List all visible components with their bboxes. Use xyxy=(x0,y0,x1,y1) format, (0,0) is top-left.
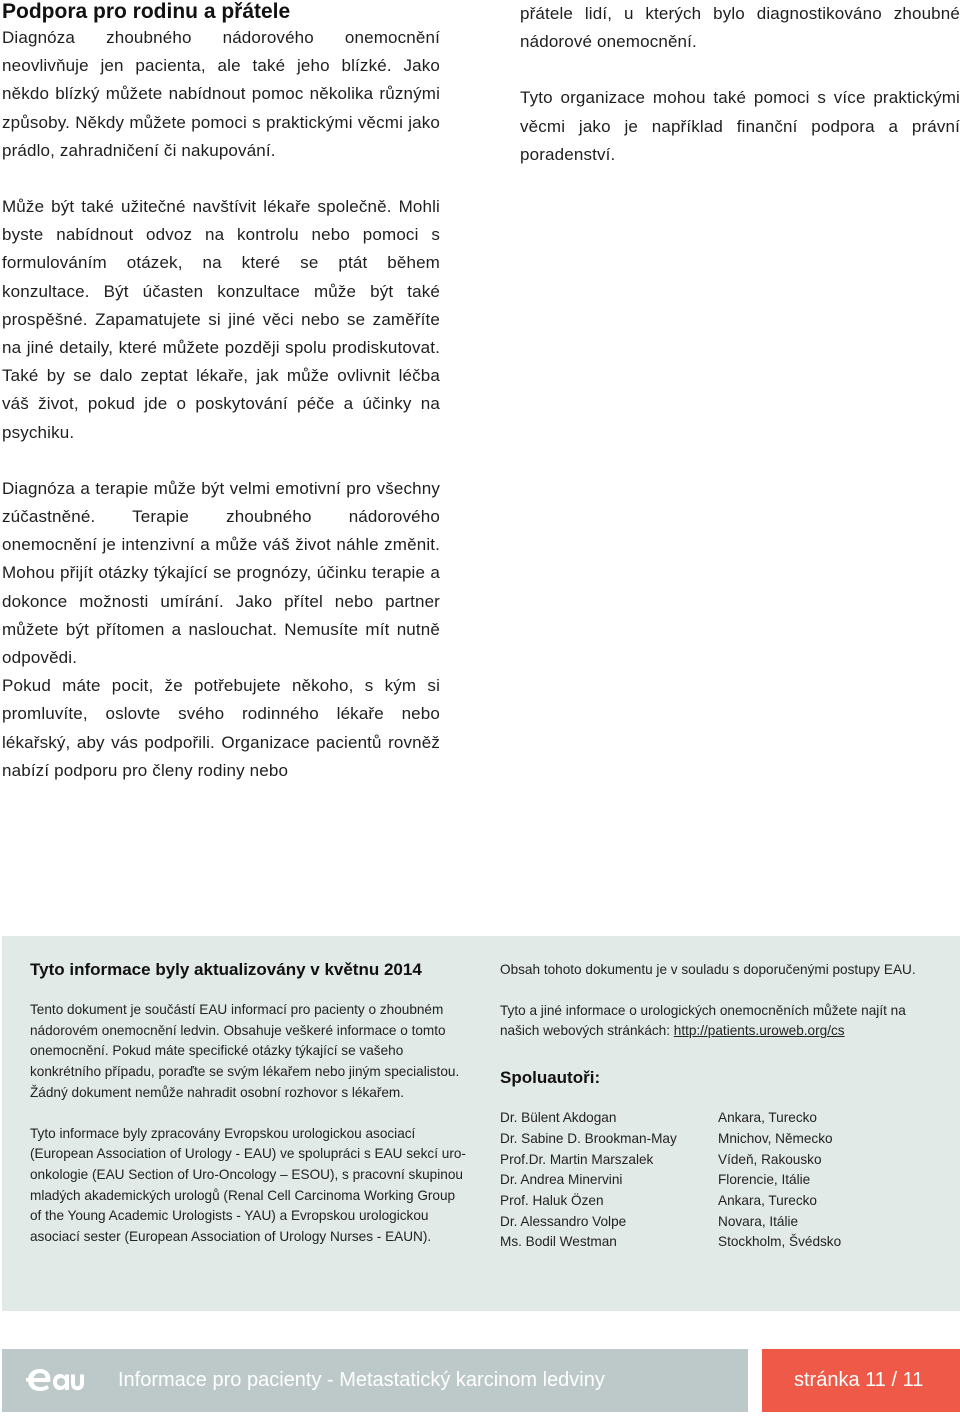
info-box-text-1: Tento dokument je součástí EAU informací pro pacienty o zhoubném nádorovém onemocnění ledvin. Obsahuje veškeré informace o tomto onemocnění. Pokud máte specifické otázky týkající se vašeho konkrétního případu, poraďte se svým lékařem nebo jiným specialistou. Žádný dokument nemůže nahradit osobní rozhovor s lékařem. xyxy=(30,1002,460,1100)
author-name: Dr. Andrea Minervini xyxy=(500,1172,623,1188)
author-name: Prof. Haluk Özen xyxy=(500,1192,604,1208)
paragraph-family-help: Diagnóza zhoubného nádorového onemocnění neovlivňuje jen pacienta, ale také jeho blízké. Jako někdo blízký můžete nabídnout pomoc několika různými způsoby. Někdy můžete pomoci s praktickými věcmi jako prádlo, zahradničení či nakupování. xyxy=(2,28,440,160)
info-box-title: Tyto informace byly aktualizovány v květnu 2014 xyxy=(30,960,422,979)
authors-list xyxy=(500,1108,940,1253)
paragraph-continuation: přátele lidí, u kterých bylo diagnostikováno zhoubné nádorové onemocnění. xyxy=(520,4,960,52)
paragraph-practical-help: Tyto organizace mohou také pomoci s více praktickými věcmi jako je například finanční podpora a právní poradenství. xyxy=(520,88,960,164)
author-name: Prof.Dr. Martin Marszalek xyxy=(500,1151,654,1167)
page-number: stránka 11 / 11 xyxy=(794,1369,924,1391)
author-name: Dr. Alessandro Volpe xyxy=(500,1213,627,1229)
info-box xyxy=(2,936,960,1311)
section-title: Podpora pro rodinu a přátele xyxy=(2,0,291,23)
paragraph-doctor-visit: Může být také užitečné navštívit lékaře společně. Mohli byste nabídnout odvoz na kontrolu nebo pomoci s formulováním otázek, na které se ptát během konzultace. Být účasten konzultace může být také prospěšné. Zapamatujete si jiné věci nebo se zaměříte na jiné detaily, které můžete později spolu prodiskutovat. Také by se dalo zeptat lékaře, jak může ovlivnit léčba váš život, pokud jde o poskytování péče a účinky na psychiku. xyxy=(2,197,440,442)
website-link[interactable]: http://patients.uroweb.org/cs xyxy=(673,1023,845,1039)
eau-logo-icon xyxy=(26,1365,84,1395)
author-place: Stockholm, Švédsko xyxy=(718,1234,842,1250)
coauthors-title: Spoluautoři: xyxy=(500,1068,601,1088)
right-column xyxy=(520,0,960,169)
author-names xyxy=(500,1108,718,1253)
author-name: Dr. Bülent Akdogan xyxy=(500,1110,617,1126)
info-box-text-2: Tyto informace byly zpracovány Evropskou urologickou asociací (European Association of Urology - EAU) ve spolupráci s EAU sekcí uro-onkologie (EAU Section of Uro-Oncology – ESOU), s pracovní skupinou mladých akademických urologů (Renal Cell Carcinoma Working Group of the Young Academic Urologists - YAU) a Evropskou urologickou asociací sester (European Association of Urology Nurses - EAUN). xyxy=(30,1125,466,1245)
author-place: Ankara, Turecko xyxy=(718,1192,817,1208)
paragraph-organizations: Pokud máte pocit, že potřebujete někoho, s kým si promluvíte, oslovte svého rodinného lékaře nebo lékařský, aby vás podpořili. Organizace pacientů rovněž nabízí podporu pro členy rodiny nebo xyxy=(2,676,440,780)
author-place: Mnichov, Německo xyxy=(718,1130,833,1146)
left-column xyxy=(2,0,440,785)
info-box-website-text xyxy=(500,1001,940,1042)
website-text: Tyto a jiné informace o urologických onemocněních můžete najít na našich webových stránkách: xyxy=(500,1002,906,1039)
author-name: Ms. Bodil Westman xyxy=(500,1234,617,1250)
info-box-right xyxy=(500,960,940,1253)
author-place: Ankara, Turecko xyxy=(718,1110,817,1126)
footer-title: Informace pro pacienty - Metastatický karcinom ledviny xyxy=(118,1369,605,1391)
page-number-box xyxy=(762,1349,960,1412)
author-place: Florencie, Itálie xyxy=(718,1172,811,1188)
author-place: Novara, Itálie xyxy=(718,1213,799,1229)
author-place: Vídeň, Rakousko xyxy=(718,1151,822,1167)
author-name: Dr. Sabine D. Brookman-May xyxy=(500,1130,677,1146)
info-box-left xyxy=(30,960,466,1248)
info-box-guidelines-text: Obsah tohoto dokumentu je v souladu s doporučenými postupy EAU. xyxy=(500,962,916,977)
paragraph-emotions: Diagnóza a terapie může být velmi emotivní pro všechny zúčastněné. Terapie zhoubného nádorového onemocnění je intenzivní a může váš život náhle změnit. Mohou přijít otázky týkající se prognózy, účinku terapie a dokonce možnosti umírání. Jako přítel nebo partner můžete být přítomen a naslouchat. Nemusíte mít nutně odpovědi. xyxy=(2,478,440,668)
footer-bar xyxy=(2,1349,748,1412)
author-places xyxy=(718,1108,841,1253)
